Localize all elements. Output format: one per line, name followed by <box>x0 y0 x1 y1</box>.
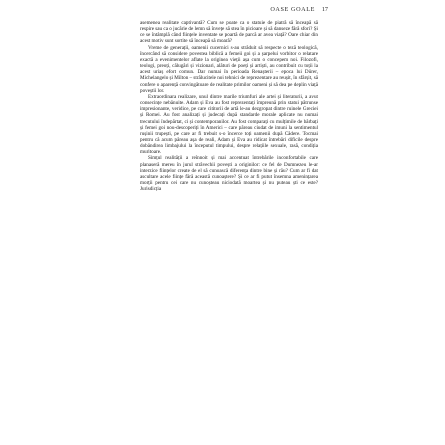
paragraph-1: asemenea realitate captivantă? Cum se poate ca o statuie de piatră să înceapă să respire sau ca o jucărie de lemn să învețe să stea în picioare și să danseze fără sfori? Și ce se întâmplă când ființele inventate se poartă de parcă ar avea viață? Oare chiar din acest motiv sunt sortite să înceapă să moară? <box>140 20 318 45</box>
paragraph-3: Extraordinara realizare, unul dintre marile triumfuri ale artei și literaturii, a avut consecințe nebănuite. Adam și Eva au fost reprezentați împreună prin statui pătrunse impresionante, veridice, pe care cititorii de artă le-au dezgropat dintre ruinele Greciei și Romei. Au fost analizați și judecați după standarde morale aplicate nu numai trecutului îndepărtat, ci și contemporanilor. Au fost comparați cu mulțimile de bărbați și femei goi nou-descoperiți în Americi – care păreau ciudat de imuni la sentimentul rușinii trupești, pe care ar fi trebuit s-o încerce toți oamenii după Cădere. Tocmai pentru că acum păreau așa de reali, Adam și Eva au ridicat întrebări dificile despre dobândirea limbajului la începutul timpului, despre relațiile sexuale, rasă, condiția muritoare. <box>140 93 318 156</box>
paragraph-2: Vreme de generații, oamenii cucernici s-au străduit să respecte o teză teologică, încercând să considere povestea biblică a femeii goi și a șarpelui vorbitor o relatare exactă a evenimentelor aflate la originea vieții așa cum o concepem noi. Filozofi, teologi, preoți, călugări și vizionari, alături de poeți și artiști, au contribuit cu toții la acest uriaș efort comun. Dar numai în perioada Renașterii – epoca lui Dürer, Michelangelo și Milton – strălucitele noi tehnici de reprezentare au reușit, în sfârșit, să confere o aparență convingătoare de realitate primilor oameni și să dea pe deplin viață poveștii lor. <box>140 44 319 94</box>
page-number: 17 <box>321 6 328 13</box>
body-text <box>140 20 318 192</box>
paragraph-4: Simțul realității a reînnoit și mai accentuat întrebările inconfortabile care planaseră mereu în jurul străvechii povești a originilor: ce fel de Dumnezeu le-ar interzice ființelor create de el să cunoască diferența dintre bine și rău? Cum ar fi dat ascultare acele ființe fără această cunoaștere? Și ce ar fi putut însemna amenințarea morții pentru cei care nu cunoșteau niciodată moartea și nu puteau ști ce este? Jurisdicția <box>140 155 318 193</box>
running-title: OASE GOALE <box>270 6 315 13</box>
